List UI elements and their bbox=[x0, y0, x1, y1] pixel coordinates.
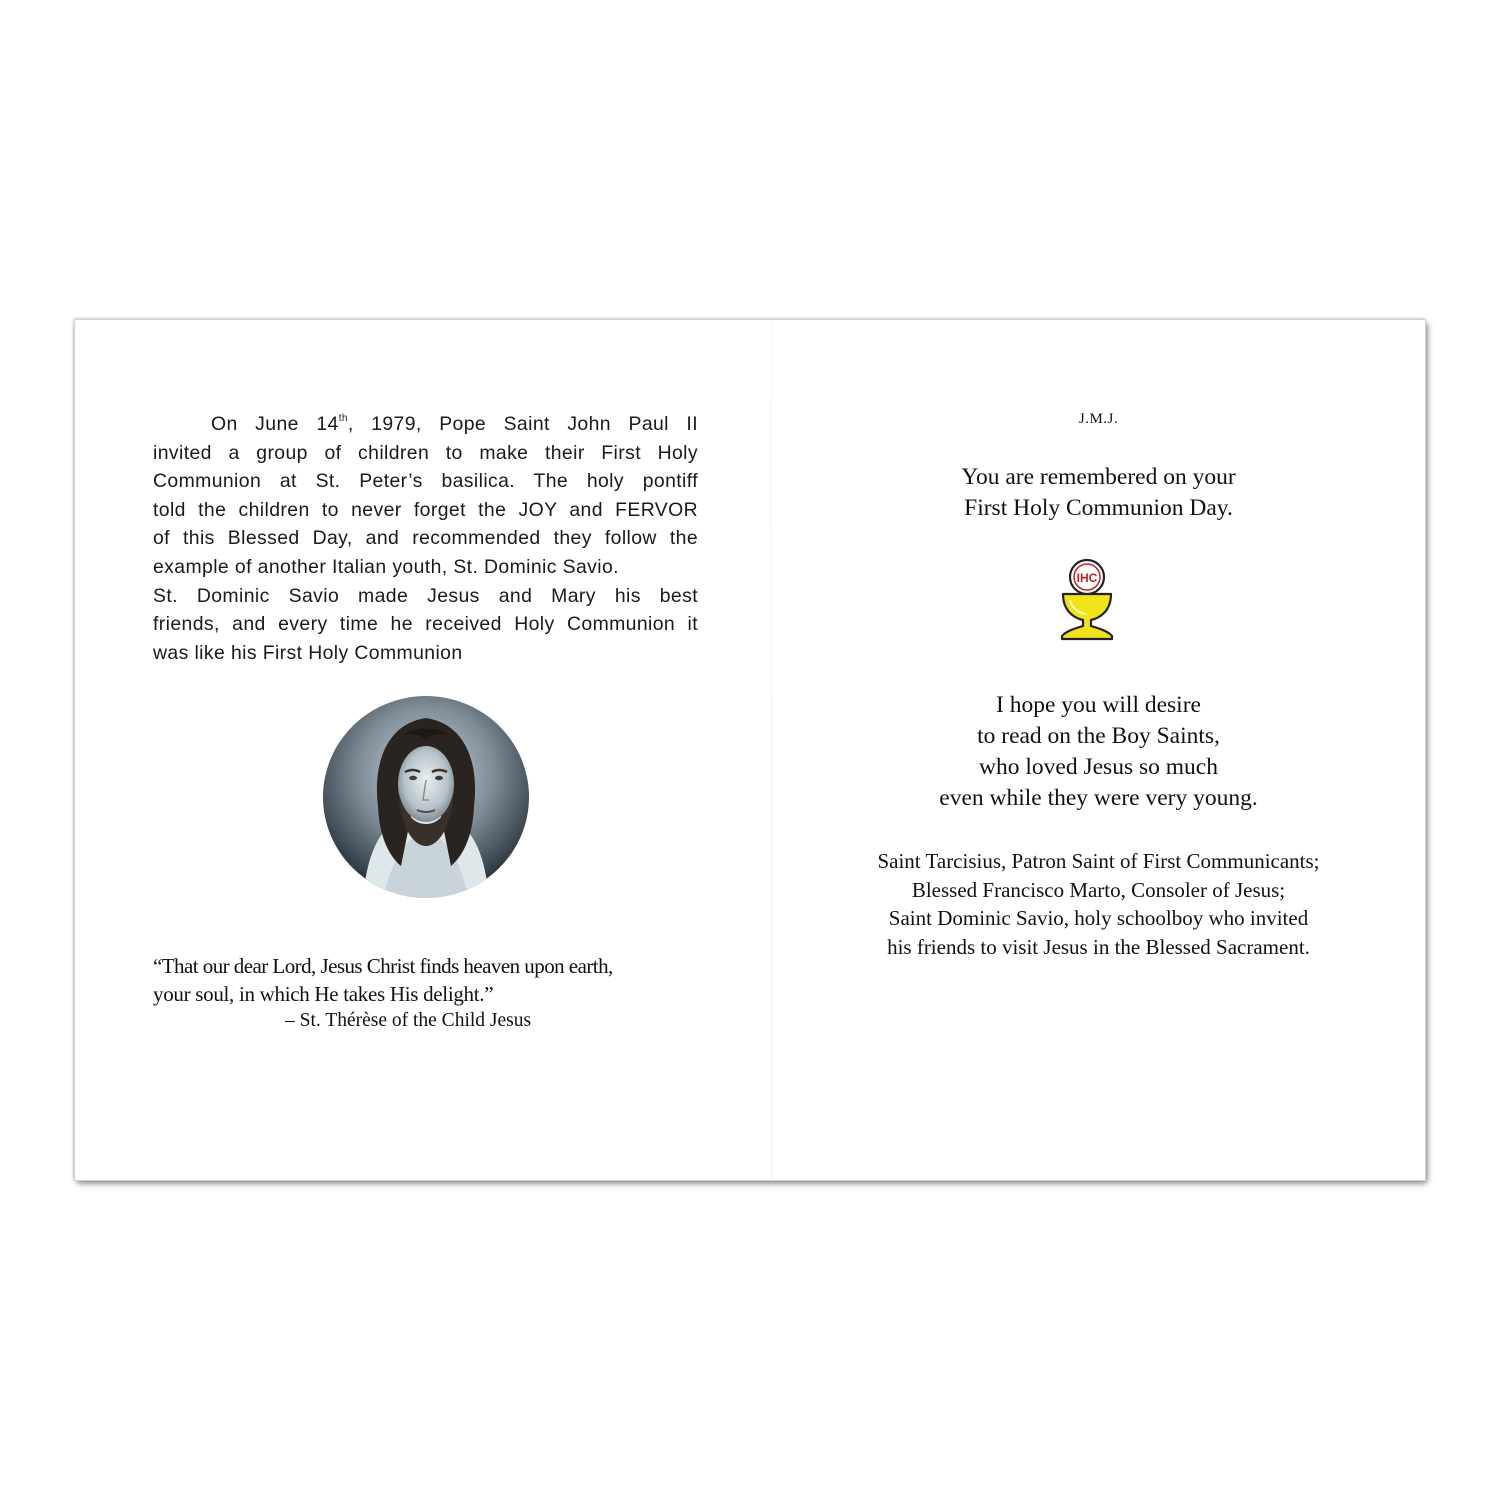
saints-line: his friends to visit Jesus in the Blessed Sacrament. bbox=[887, 934, 1310, 959]
saints-line: Blessed Francisco Marto, Consoler of Jesus; bbox=[911, 877, 1286, 902]
chalice-monogram: IHC bbox=[1076, 571, 1098, 585]
paragraph-line: of this Blessed Day, and recommended they follow the bbox=[153, 527, 698, 550]
quote-line: your soul, in which He takes His delight.” bbox=[153, 982, 494, 1006]
paragraph-line: told the children to never forget the JOY and FERVOR bbox=[153, 498, 698, 521]
quote bbox=[153, 952, 713, 1008]
jmj-heading: J.M.J. bbox=[1078, 411, 1119, 427]
paragraph-line: St. Dominic Savio made Jesus and Mary his best bbox=[153, 584, 698, 607]
remembered-line: First Holy Communion Day. bbox=[964, 495, 1233, 521]
saints-line: Saint Dominic Savio, holy schoolboy who invited bbox=[888, 906, 1309, 930]
chalice-icon bbox=[1056, 556, 1118, 641]
left-panel bbox=[75, 320, 772, 1180]
paragraph-line: On June 14th, 1979, Pope Saint John Paul II bbox=[211, 413, 698, 435]
quote-line: “That our dear Lord, Jesus Christ finds heaven upon earth, bbox=[153, 954, 613, 978]
hope-line: even while they were very young. bbox=[939, 785, 1258, 811]
quote-attribution: – St. Thérèse of the Child Jesus bbox=[285, 1010, 532, 1031]
hope-line: who loved Jesus so much bbox=[979, 754, 1218, 780]
paragraph-line: was like his First Holy Communion bbox=[153, 641, 463, 664]
hope-line: I hope you will desire bbox=[996, 692, 1201, 718]
hope-message bbox=[772, 690, 1425, 814]
prayer-card bbox=[75, 320, 1425, 1180]
right-panel bbox=[772, 320, 1425, 1180]
jesus-portrait bbox=[323, 696, 529, 898]
remembered-message bbox=[772, 462, 1425, 524]
hope-line: to read on the Boy Saints, bbox=[977, 723, 1220, 749]
saints-line: Saint Tarcisius, Patron Saint of First Communicants; bbox=[877, 849, 1320, 873]
paragraph-line: Communion at St. Peter’s basilica. The holy pontiff bbox=[153, 470, 698, 493]
story-paragraph bbox=[153, 410, 698, 667]
saints-list bbox=[772, 847, 1425, 961]
paragraph-line: invited a group of children to make their First Holy bbox=[153, 441, 698, 464]
remembered-line: You are remembered on your bbox=[961, 464, 1236, 490]
paragraph-line: friends, and every time he received Holy Communion it bbox=[153, 613, 698, 636]
paragraph-line: example of another Italian youth, St. Dominic Savio. bbox=[153, 555, 619, 578]
